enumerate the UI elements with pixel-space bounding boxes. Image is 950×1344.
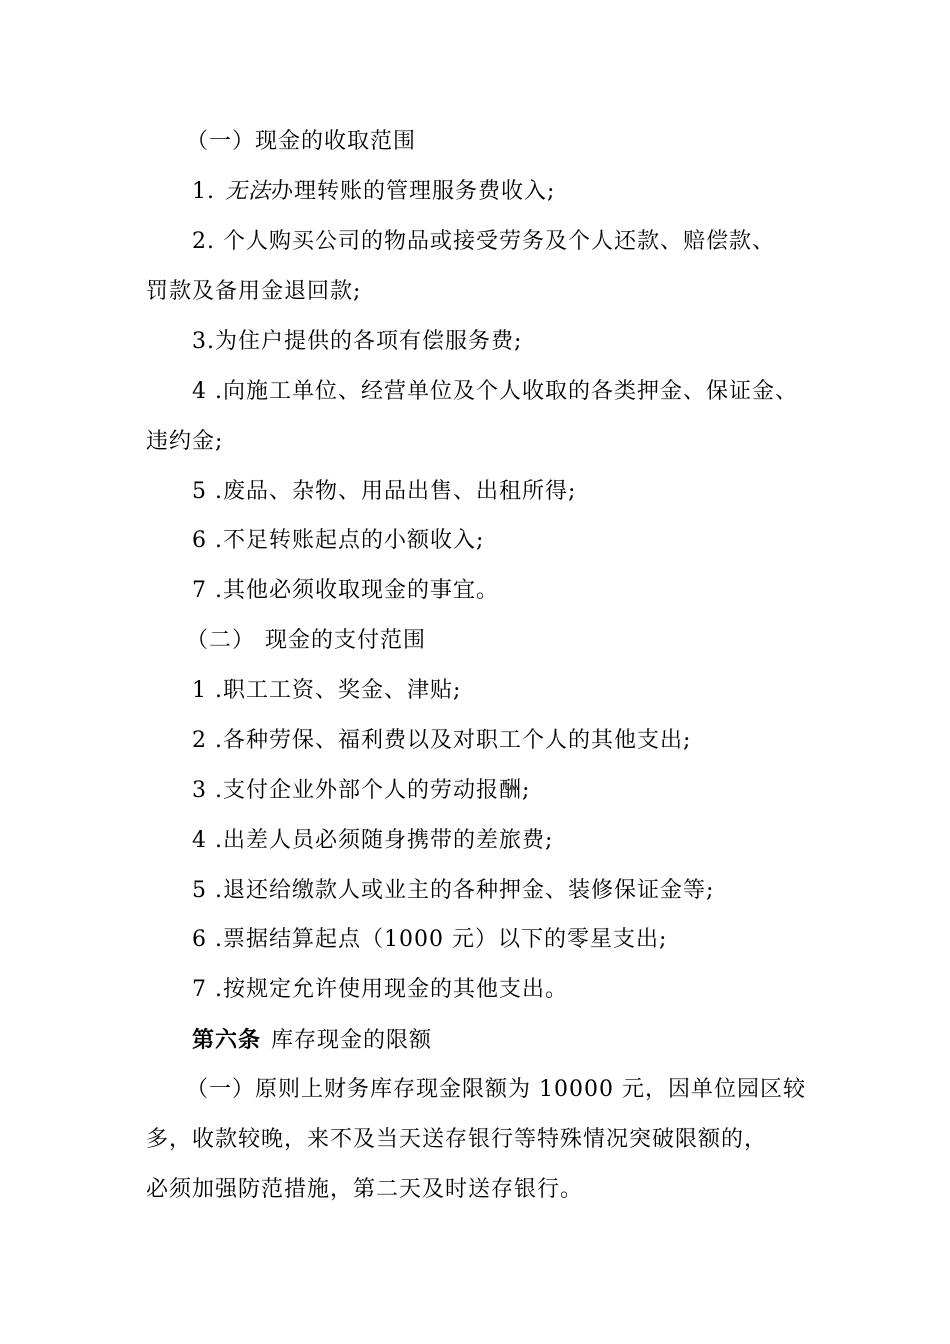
article-6-heading bbox=[192, 1025, 432, 1056]
receive-item-2-line2: 罚款及备用金退回款; bbox=[146, 279, 362, 304]
pay-item-4: 4 .出差人员必须随身携带的差旅费; bbox=[192, 828, 554, 853]
pay-item-5: 5 .退还给缴款人或业主的各种押金、装修保证金等; bbox=[192, 878, 715, 903]
receive-item-5: 5 .废品、杂物、用品出售、出租所得; bbox=[192, 479, 577, 504]
section2-heading-text: 现金的支付范围 bbox=[265, 628, 427, 653]
article-6-label: 第六条 bbox=[192, 1027, 262, 1053]
article-6-paragraph-line2: 多，收款较晚，来不及当天送存银行等特殊情况突破限额的， bbox=[146, 1127, 768, 1152]
section1-heading: （一）现金的收取范围 bbox=[186, 129, 417, 154]
pay-item-7: 7 .按规定允许使用现金的其他支出。 bbox=[192, 977, 568, 1002]
section2-heading-prefix: （二） bbox=[186, 628, 256, 653]
receive-item-1-text: 办理转账的管理服务费收入; bbox=[271, 179, 556, 204]
receive-item-2-line1: 2. 个人购买公司的物品或接受劳务及个人还款、赔偿款、 bbox=[192, 229, 775, 254]
pay-item-2: 2 .各种劳保、福利费以及对职工个人的其他支出; bbox=[192, 728, 692, 753]
receive-item-4-line1: 4 .向施工单位、经营单位及个人收取的各类押金、保证金、 bbox=[192, 379, 798, 404]
receive-item-1-italic: 无法 bbox=[225, 179, 272, 204]
article-6-paragraph-line1: （一）原则上财务库存现金限额为 10000 元，因单位园区较 bbox=[186, 1077, 806, 1102]
pay-item-6: 6 .票据结算起点（1000 元）以下的零星支出; bbox=[192, 927, 668, 952]
section2-heading bbox=[186, 626, 426, 656]
pay-item-3: 3 .支付企业外部个人的劳动报酬; bbox=[192, 778, 531, 803]
receive-item-1 bbox=[192, 177, 555, 207]
receive-item-4-line2: 违约金; bbox=[146, 429, 224, 454]
receive-item-6: 6 .不足转账起点的小额收入; bbox=[192, 528, 485, 553]
pay-item-1: 1 .职工工资、奖金、津贴; bbox=[192, 678, 462, 703]
article-6-title: 库存现金的限额 bbox=[271, 1028, 433, 1053]
receive-item-1-number: 1. bbox=[192, 179, 215, 204]
receive-item-3: 3.为住户提供的各项有偿服务费; bbox=[192, 329, 523, 354]
article-6-paragraph-line3: 必须加强防范措施，第二天及时送存银行。 bbox=[146, 1177, 584, 1202]
receive-item-7: 7 .其他必须收取现金的事宜。 bbox=[192, 578, 499, 603]
